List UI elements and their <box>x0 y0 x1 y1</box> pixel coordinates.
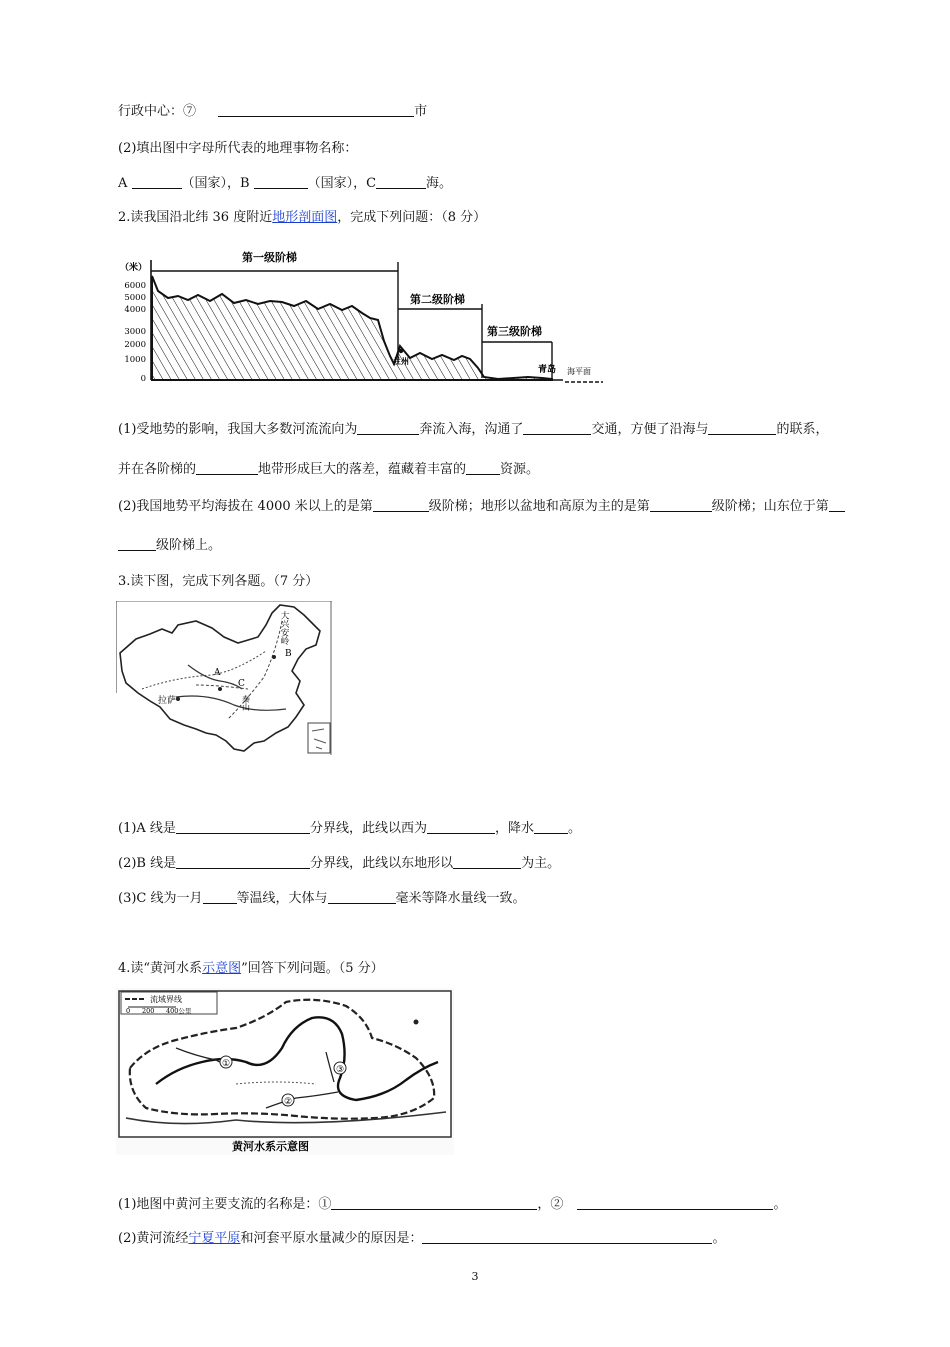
answer-blank[interactable] <box>331 1196 537 1210</box>
line-c-label: C <box>238 679 245 689</box>
legend-boundary-label: 流域界线 <box>150 995 182 1004</box>
answer-blank[interactable] <box>176 820 310 834</box>
answer-blank[interactable] <box>132 175 182 189</box>
q1-part2: (2)填出图中字母所代表的地理事物名称： <box>118 141 358 156</box>
answer-blank[interactable] <box>708 421 776 435</box>
step3-label: 第三级阶梯 <box>487 325 542 338</box>
q2-part1-line1: (1)受地势的影响，我国大多数河流流向为 奔流入海，沟通了 交通，方便了沿海与 的联系， <box>118 422 829 437</box>
answer-blank[interactable] <box>453 855 521 869</box>
lhasa-marker <box>176 697 180 701</box>
tick-4000: 4000 <box>124 305 146 315</box>
step2-label: 第二级阶梯 <box>410 293 465 306</box>
answer-blank[interactable] <box>176 855 310 869</box>
answer-blank[interactable] <box>196 461 258 475</box>
ningxia-plain-link[interactable]: 宁夏平原 <box>188 1231 241 1246</box>
svg-text:②: ② <box>284 1097 293 1107</box>
q4-line2: (2)黄河流经宁夏平原和河套平原水量减少的原因是： 。 <box>118 1231 726 1246</box>
step1-label: 第一级阶梯 <box>242 251 297 264</box>
lanzhou-marker <box>399 349 403 353</box>
q3-line3: (3)C 线为一月 等温线，大体与 毫米等降水量线一致。 <box>118 891 526 906</box>
svg-text:200: 200 <box>142 1007 155 1015</box>
q4-title: 4.读“黄河水系示意图”回答下列问题。（5 分） <box>118 961 384 976</box>
qingdao-label: 青岛 <box>538 365 557 375</box>
answer-blank[interactable] <box>376 175 426 189</box>
answer-blank[interactable] <box>523 421 591 435</box>
line-b-label: B <box>285 649 292 659</box>
tick-0: 0 <box>140 374 146 384</box>
q1-abc-line: A （国家），B （国家），C 海。 <box>118 176 453 191</box>
answer-blank[interactable] <box>118 537 156 551</box>
q2-title: 2.读我国沿北纬 36 度附近地形剖面图，完成下列问题：（8 分） <box>118 210 487 225</box>
answer-blank[interactable] <box>534 820 568 834</box>
answer-blank[interactable] <box>373 498 429 512</box>
answer-blank[interactable] <box>829 498 845 512</box>
sea-level-label: 海平面 <box>567 367 591 376</box>
tick-6000: 6000 <box>124 281 146 291</box>
terrain-profile-link[interactable]: 地形剖面图 <box>272 210 338 225</box>
q2-part1-line2: 并在各阶梯的 地带形成巨大的落差，蕴藏着丰富的 资源。 <box>118 462 540 477</box>
answer-blank[interactable] <box>357 421 419 435</box>
lhasa-label: 拉萨 <box>158 696 177 706</box>
map-caption: 黄河水系示意图 <box>232 1140 309 1153</box>
yellow-river-map-figure <box>116 988 454 1155</box>
tick-3000: 3000 <box>124 327 146 337</box>
daxinganling-label: 大兴安岭 <box>279 611 289 645</box>
q1-admin-center-line: 行政中心：⑦ 市 <box>118 104 428 119</box>
q4-line1: (1)地图中黄河主要支流的名称是：① ，② 。 <box>118 1197 787 1212</box>
page-number: 3 <box>471 1270 479 1283</box>
q3-line2: (2)B 线是 分界线，此线以东地形以 为主。 <box>118 856 561 871</box>
svg-text:400公里: 400公里 <box>166 1007 192 1015</box>
qinling-label: 秦山 <box>241 695 251 711</box>
q3-title: 3.读下图，完成下列各题。（7 分） <box>118 574 319 589</box>
china-map-figure <box>116 601 332 755</box>
answer-blank[interactable] <box>218 103 414 117</box>
terrain-profile-figure <box>118 246 608 388</box>
answer-blank[interactable] <box>254 175 308 189</box>
admin-center-label: 行政中心：⑦ <box>118 104 197 119</box>
tick-2000: 2000 <box>124 340 146 350</box>
answer-blank[interactable] <box>466 461 500 475</box>
tick-1000: 1000 <box>124 355 146 365</box>
answer-blank[interactable] <box>577 1196 773 1210</box>
svg-text:①: ① <box>222 1059 231 1069</box>
answer-blank[interactable] <box>328 890 396 904</box>
answer-blank[interactable] <box>650 498 712 512</box>
svg-text:0: 0 <box>126 1007 131 1015</box>
line-a-label: A <box>214 668 221 678</box>
lanzhou-label: 兰州 <box>393 356 409 366</box>
schematic-link[interactable]: 示意图 <box>202 961 242 976</box>
answer-blank[interactable] <box>427 820 495 834</box>
q2-part2-line2: 级阶梯上。 <box>118 534 221 553</box>
q2-part2-line1: (2)我国地势平均海拔在 4000 米以上的是第 级阶梯；地形以盆地和高原为主的是第 级阶梯；山东位于第 <box>118 495 845 514</box>
answer-blank[interactable] <box>203 890 237 904</box>
q3-line1: (1)A 线是 分界线，此线以西为 ，降水 。 <box>118 821 581 836</box>
answer-blank[interactable] <box>422 1230 712 1244</box>
svg-text:③: ③ <box>336 1065 345 1075</box>
unit-label: （米） <box>120 263 148 273</box>
tick-5000: 5000 <box>124 293 146 303</box>
